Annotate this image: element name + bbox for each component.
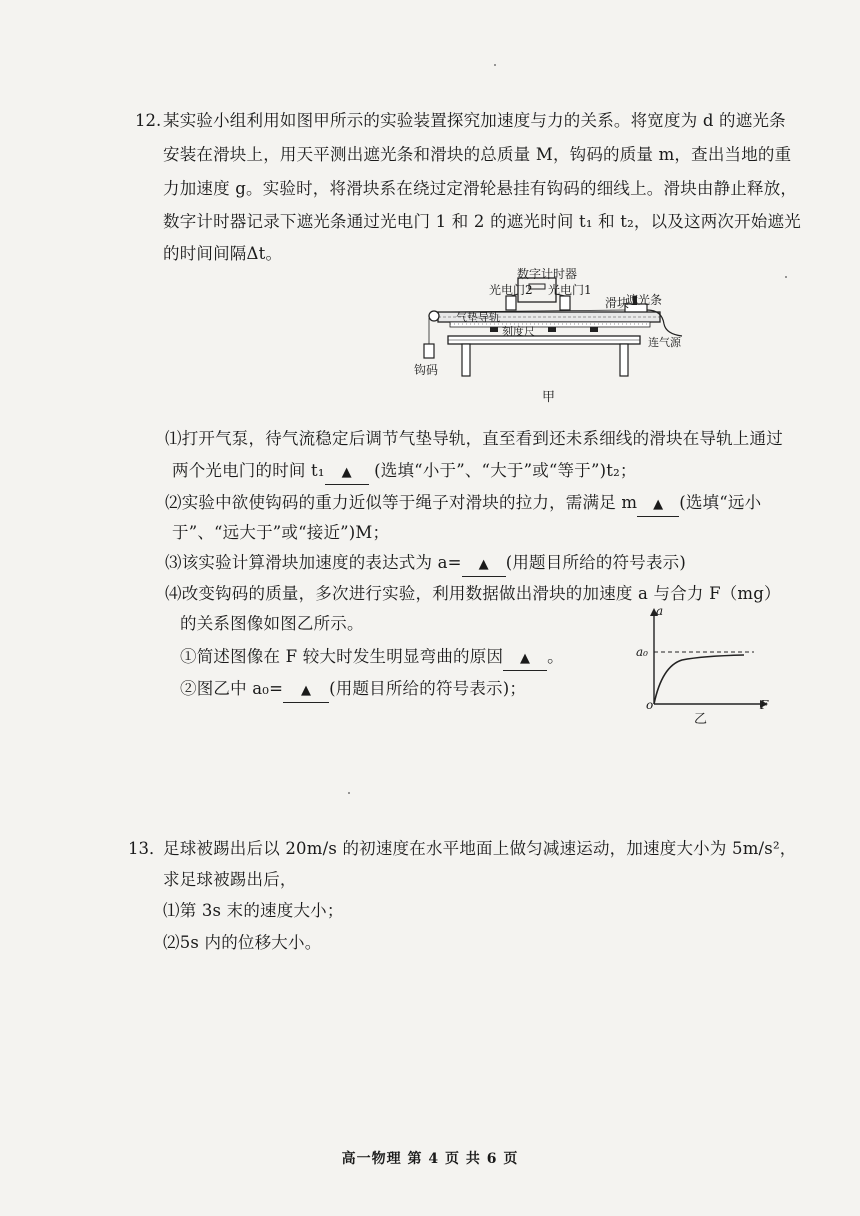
q13-part1: ⑴第 3s 末的速度大小； (163, 901, 344, 920)
table-leg-right (620, 344, 628, 376)
q12-stem-line-1: 某实验小组利用如图甲所示的实验装置探究加速度与力的关系。将宽度为 d 的遮光条 (163, 111, 786, 130)
hanging-weight (424, 344, 434, 358)
graph-asymptote-label: a₀ (636, 645, 648, 659)
question-12-number: 12. (135, 111, 162, 130)
graph-y-label: a (656, 604, 664, 618)
scan-speck (494, 64, 496, 66)
label-air-source: 连气源 (648, 336, 681, 349)
photogate-2 (506, 296, 516, 310)
label-air-track: 气垫导轨 (456, 311, 500, 324)
q13-part2: ⑵5s 内的位移大小。 (163, 933, 322, 952)
q12-part1-text-b: (选填“小于”、“大于”或“等于”)t₂； (368, 461, 637, 480)
q13-stem-line-1: 足球被踢出后以 20m/s 的初速度在水平地面上做匀减速运动，加速度大小为 5m/s²， (163, 839, 797, 858)
scan-speck (785, 276, 787, 278)
label-digital-timer: 数字计时器 (517, 267, 578, 281)
q13-stem-line-2: 求足球被踢出后， (163, 870, 297, 889)
q12-part2-line-2: 于”、“远大于”或“接近”)M； (172, 523, 390, 542)
label-weight: 钩码 (414, 363, 439, 377)
q12-stem-line-3: 力加速度 g。实验时，将滑块系在绕过定滑轮悬挂有钩码的细线上。滑块由静止释放， (163, 179, 798, 198)
q12-part1-blank[interactable] (325, 460, 369, 485)
q12-part1-line-1: ⑴打开气泵，待气流稳定后调节气垫导轨，直至看到还未系细线的滑块在导轨上通过 (165, 429, 783, 448)
q12-part4-sub1-text-b: 。 (547, 647, 564, 666)
scan-speck (348, 792, 350, 794)
label-figure-a: 甲 (542, 390, 556, 405)
label-slider: 滑块 (605, 296, 630, 310)
q12-part1-text-a: 两个光电门的时间 t₁ (172, 461, 325, 480)
page-footer: 高一物理 第 4 页 共 6 页 (341, 1151, 519, 1167)
answer-mark-icon: ▲ (653, 497, 664, 512)
q12-part2-text-b: (选填“远小 (679, 493, 762, 512)
q12-part3-line (165, 552, 686, 577)
pulley (429, 311, 439, 321)
q12-stem-line-5: 的时间间隔Δt。 (163, 244, 283, 263)
answer-mark-icon: ▲ (520, 651, 531, 666)
table-leg-left (462, 344, 470, 376)
q12-part4-sub1-blank[interactable] (503, 646, 547, 671)
label-ruler: 刻度尺 (502, 325, 535, 338)
photogate-1 (560, 296, 570, 310)
figure-a-F-graph (636, 606, 776, 710)
question-13-number: 13． (128, 839, 166, 858)
q12-part1-line-2 (172, 460, 637, 485)
q12-part4-sub2 (180, 678, 526, 703)
answer-mark-icon: ▲ (301, 683, 312, 698)
label-figure-b: 乙 (694, 712, 708, 727)
q12-part3-text-a: ⑶该实验计算滑块加速度的表达式为 a= (165, 553, 462, 572)
graph-x-label: F (760, 698, 769, 712)
q12-part3-text-b: (用题目所给的符号表示) (505, 553, 686, 572)
q12-part4-sub2-text-b: (用题目所给的符号表示)； (329, 679, 527, 698)
q12-part4-sub1-text-a: ①简述图像在 F 较大时发生明显弯曲的原因 (180, 647, 504, 666)
label-light-strip: 遮光条 (626, 293, 663, 307)
q12-part2-line-1 (165, 492, 761, 517)
graph-origin-label: o (646, 698, 654, 712)
q12-part4-sub2-blank[interactable] (283, 678, 329, 703)
label-photogate-1: 光电门1 (548, 283, 592, 297)
answer-mark-icon: ▲ (478, 557, 489, 572)
q12-part3-blank[interactable] (462, 552, 506, 577)
q12-part4-sub2-text-a: ②图乙中 a₀= (180, 679, 284, 698)
q12-part2-text-a: ⑵实验中欲使钩码的重力近似等于绳子对滑块的拉力，需满足 m (165, 493, 638, 512)
q12-stem-line-4: 数字计时器记录下遮光条通过光电门 1 和 2 的遮光时间 t₁ 和 t₂，以及这两次开始遮光 (163, 212, 801, 231)
q12-part2-blank[interactable] (637, 492, 679, 517)
answer-mark-icon: ▲ (341, 465, 352, 480)
q12-stem-line-2: 安装在滑块上，用天平测出遮光条和滑块的总质量 M，钩码的质量 m，查出当地的重 (163, 145, 792, 164)
q12-part4-line-2: 的关系图像如图乙所示。 (180, 614, 364, 633)
q12-part4-line-1: ⑷改变钩码的质量，多次进行实验，利用数据做出滑块的加速度 a 与合力 F（mg） (165, 584, 781, 603)
q12-part4-sub1 (180, 646, 564, 671)
a-F-curve (654, 655, 744, 704)
label-photogate-2: 光电门2 (489, 283, 533, 297)
